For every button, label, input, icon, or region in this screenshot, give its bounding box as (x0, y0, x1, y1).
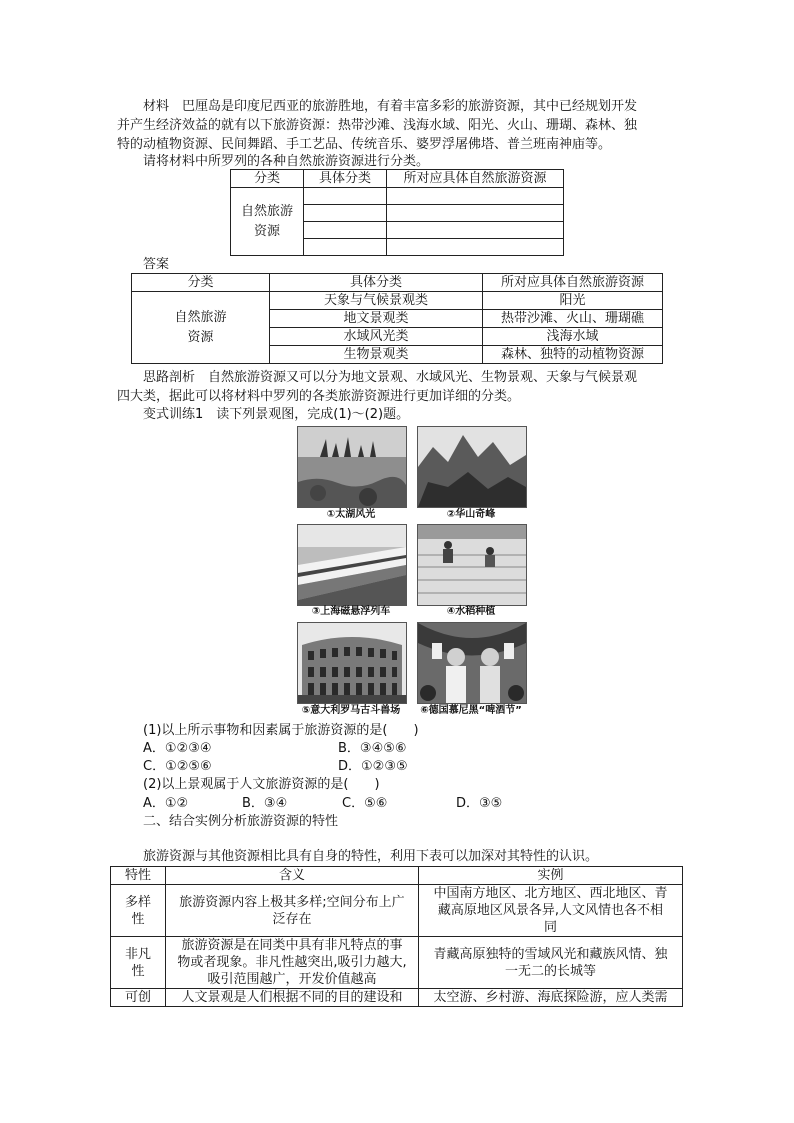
q1-option-c[interactable]: C．①②⑤⑥ (143, 759, 212, 774)
q2-option-d[interactable]: D．③⑤ (456, 796, 503, 811)
blank-cell (304, 222, 387, 239)
trait-text: 性 (131, 911, 145, 927)
example-cell (419, 937, 683, 989)
meaning-text: 旅游资源是在同类中具有非凡特点的事 (181, 938, 403, 953)
blank-cell (387, 222, 564, 239)
analysis-line-2: 四大类，据此可以将材料中罗列的各类旅游资源进行更加详细的分类。 (117, 389, 521, 404)
caption-photo-3: ③上海磁悬浮列车 (311, 606, 391, 617)
answer-subcategory: 天象与气候景观类 (270, 292, 483, 310)
trait-text: 性 (131, 963, 145, 979)
material-prompt: 请将材料中所罗列的各种自然旅游资源进行分类。 (143, 154, 430, 169)
example-text: 太空游、乡村游、海底探险游，应人类需 (433, 990, 668, 1005)
trait-cell (111, 937, 166, 989)
photo-taihu-lake (297, 426, 407, 508)
answer-resources: 森林、独特的动植物资源 (483, 346, 663, 364)
analysis-line-1: 思路剖析 自然旅游资源又可以分为地文景观、水域风光、生物景观、天象与气候景观 (143, 370, 638, 385)
answer-header-resources: 所对应具体自然旅游资源 (483, 274, 663, 292)
material-line-1: 材料 巴厘岛是印度尼西亚的旅游胜地，有着丰富多彩的旅游资源，其中已经规划开发 (143, 99, 638, 114)
blank-category-cell: 自然旅游资源 (231, 188, 304, 256)
blank-cell (387, 205, 564, 222)
blank-cell (304, 239, 387, 256)
blank-cell (387, 239, 564, 256)
material-line-2: 并产生经济效益的就有以下旅游资源：热带沙滩、浅海水域、阳光、火山、珊瑚、森林、独 (117, 118, 638, 133)
trait-text: 多样 (124, 894, 151, 910)
q2-option-b[interactable]: B．③④ (242, 796, 288, 811)
meaning-text: 吸引范围越广，开发价值越高 (207, 972, 377, 987)
traits-header-meaning: 含义 (166, 867, 419, 885)
answer-table (131, 273, 663, 364)
section-2-heading: 二、结合实例分析旅游资源的特性 (143, 814, 339, 829)
blank-cell (387, 188, 564, 205)
caption-photo-2: ②华山奇峰 (446, 509, 496, 520)
blank-header-resources: 所对应具体自然旅游资源 (387, 170, 564, 188)
caption-photo-1: ①太湖风光 (326, 509, 376, 520)
meaning-text: 物或者现象。非凡性越突出,吸引力越大, (177, 955, 407, 970)
trait-text: 非凡 (124, 946, 151, 962)
q1-option-b[interactable]: B．③④⑤⑥ (338, 741, 407, 756)
traits-header-example: 实例 (419, 867, 683, 885)
blank-header-subcategory: 具体分类 (304, 170, 387, 188)
example-text: 同 (543, 920, 557, 935)
answer-subcategory: 地文景观类 (270, 310, 483, 328)
example-text: 青藏高原独特的雪域风光和藏族风情、独 (433, 946, 668, 962)
example-text: 藏高原地区风景各异,人文风情也各不相 (437, 903, 664, 918)
answer-header-category: 分类 (132, 274, 270, 292)
example-text: 一无二的长城等 (504, 963, 596, 979)
question-1-stem: (1)以上所示事物和因素属于旅游资源的是( ) (143, 723, 419, 738)
section-2-intro: 旅游资源与其他资源相比具有自身的特性，利用下表可以加深对其特性的认识。 (143, 849, 599, 864)
blank-header-category: 分类 (231, 170, 304, 188)
traits-header-trait: 特性 (111, 867, 166, 885)
blank-cell (304, 188, 387, 205)
photo-maglev-train (297, 524, 407, 606)
answer-subcategory: 水域风光类 (270, 328, 483, 346)
meaning-cell (166, 989, 419, 1007)
answer-category-cell: 自然旅游资源 (132, 292, 270, 364)
photo-oktoberfest (417, 622, 527, 704)
caption-photo-5: ⑤意大利罗马古斗兽场 (301, 705, 401, 716)
trait-cell (111, 989, 166, 1007)
meaning-text: 旅游资源内容上极其多样;空间分布上广 (179, 894, 405, 910)
blank-cell (304, 205, 387, 222)
answer-subcategory: 生物景观类 (270, 346, 483, 364)
caption-photo-6: ⑥德国慕尼黑“啤酒节” (420, 705, 522, 716)
photo-huashan-peak (417, 426, 527, 508)
q2-option-a[interactable]: A．①② (143, 796, 189, 811)
meaning-cell (166, 937, 419, 989)
answer-resources: 浅海水域 (483, 328, 663, 346)
blank-classification-table (230, 169, 564, 256)
answer-label: 答案 (143, 257, 170, 272)
example-cell (419, 989, 683, 1007)
meaning-cell (166, 885, 419, 937)
meaning-text: 泛存在 (272, 911, 312, 927)
example-cell (419, 885, 683, 937)
exercise-title: 变式训练1 读下列景观图，完成(1)～(2)题。 (143, 407, 410, 422)
photo-colosseum (297, 622, 407, 704)
traits-table (110, 866, 683, 1007)
answer-header-subcategory: 具体分类 (270, 274, 483, 292)
photo-rice-planting (417, 524, 527, 606)
q1-option-d[interactable]: D．①②③⑤ (338, 759, 408, 774)
q2-option-c[interactable]: C．⑤⑥ (342, 796, 388, 811)
trait-text: 可创 (124, 990, 151, 1005)
question-2-stem: (2)以上景观属于人文旅游资源的是( ) (143, 777, 380, 792)
q1-option-a[interactable]: A．①②③④ (143, 741, 212, 756)
answer-resources: 阳光 (483, 292, 663, 310)
trait-cell (111, 885, 166, 937)
material-line-3: 特的动植物资源、民间舞蹈、手工艺品、传统音乐、婆罗浮屠佛塔、普兰班南神庙等。 (117, 137, 612, 152)
answer-resources: 热带沙滩、火山、珊瑚礁 (483, 310, 663, 328)
meaning-text: 人文景观是人们根据不同的目的建设和 (181, 990, 403, 1005)
caption-photo-4: ④水稻种植 (446, 606, 496, 617)
example-text: 中国南方地区、北方地区、西北地区、青 (433, 886, 668, 901)
